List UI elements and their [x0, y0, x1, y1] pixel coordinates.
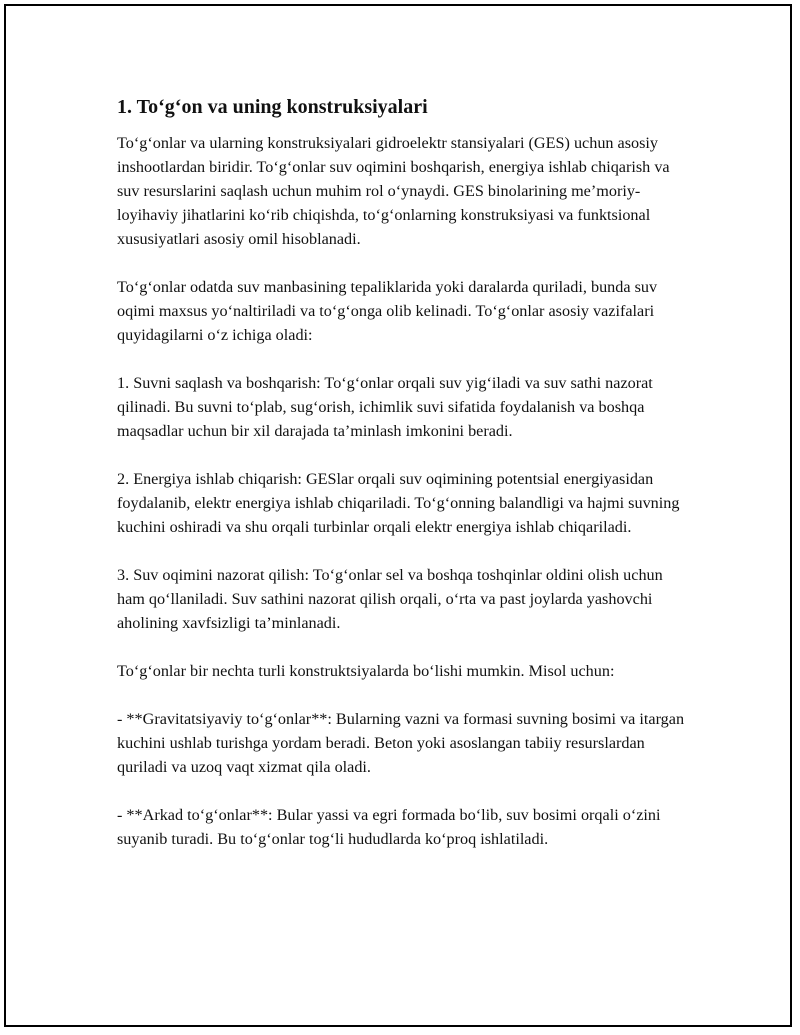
section-heading: 1. To‘g‘on va uning konstruksiyalari [117, 96, 428, 118]
document-body [117, 93, 692, 875]
paragraph-types-intro: To‘g‘onlar bir nechta turli konstruktsiyalarda bo‘lishi mumkin. Misol uchun: [117, 662, 615, 680]
paragraph-item-2: 2. Energiya ishlab chiqarish: GESlar orqali suv oqimining potentsial energiyasidan foydalanib, elektr energiya ishlab chiqariladi. To‘g‘onning balandligi va hajmi suvning kuchini oshiradi va shu orqali turbinlar orqali elektr energiya ishlab chiqariladi. [117, 470, 680, 536]
paragraph-intro: To‘g‘onlar va ularning konstruksiyalari gidroelektr stansiyalari (GES) uchun asosiy inshootlardan biridir. To‘g‘onlar suv oqimini boshqarish, energiya ishlab chiqarish va suv resurslarini saqlash uchun muhim rol o‘ynaydi. GES binolarining me’moriy-loyihaviy jihatlarini ko‘rib chiqishda, to‘g‘onlarning konstruksiyasi va funktsional xususiyatlari asosiy omil hisoblanadi. [117, 134, 670, 248]
paragraph-arch-dams: - **Arkad to‘g‘onlar**: Bular yassi va egri formada bo‘lib, suv bosimi orqali o‘zini suyanib turadi. Bu to‘g‘onlar tog‘li hududlarda ko‘proq ishlatiladi. [117, 806, 661, 848]
paragraph-location: To‘g‘onlar odatda suv manbasining tepaliklarida yoki daralarda quriladi, bunda suv oqimi maxsus yo‘naltiriladi va to‘g‘onga olib kelinadi. To‘g‘onlar asosiy vazifalari quyidagilarni o‘z ichiga oladi: [117, 278, 658, 344]
paragraph-item-1: 1. Suvni saqlash va boshqarish: To‘g‘onlar orqali suv yig‘iladi va suv sathi nazorat qilinadi. Bu suvni to‘plab, sug‘orish, ichimlik suvi sifatida foydalanish va boshqa maqsadlar uchun bir xil darajada ta’minlash imkonini beradi. [117, 374, 653, 440]
paragraph-gravity-dams: - **Gravitatsiyaviy to‘g‘onlar**: Bularning vazni va formasi suvning bosimi va itargan kuchini ushlab turishga yordam beradi. Beton yoki asoslangan tabiiy resurslardan quriladi va uzoq vaqt xizmat qila oladi. [117, 710, 685, 776]
paragraph-item-3: 3. Suv oqimini nazorat qilish: To‘g‘onlar sel va boshqa toshqinlar oldini olish uchun ham qo‘llaniladi. Suv sathini nazorat qilish orqali, o‘rta va past joylarda yashovchi aholining xavfsizligi ta’minlanadi. [117, 566, 663, 632]
